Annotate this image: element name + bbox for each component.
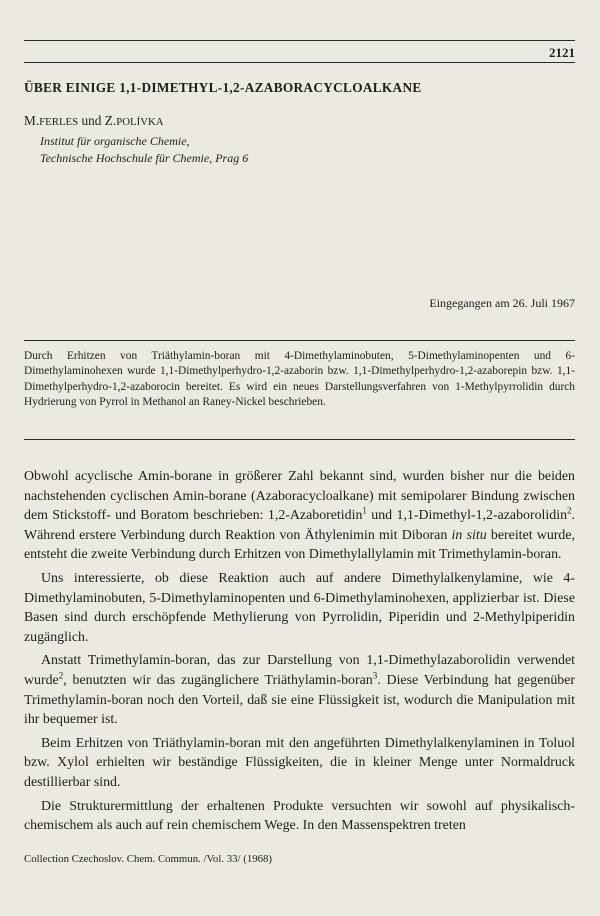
- in-situ-italic: in situ: [451, 527, 487, 543]
- paragraph-5: Die Strukturermittlung der erhaltenen Produkte versuchten wir sowohl auf physikalisch-chemischem als auch auf rein chemischem Wege. In den Massenspektren treten: [24, 798, 575, 834]
- author-conjunction: und: [78, 113, 105, 128]
- article-title: ÜBER EINIGE 1,1-DIMETHYL-1,2-AZABORACYCLOALKANE: [24, 80, 422, 95]
- affiliation-line-1: Institut für organische Chemie,: [40, 134, 190, 148]
- author1-initial: M.: [24, 113, 40, 128]
- abstract-top-rule: [24, 340, 575, 341]
- author2-initial: Z.: [104, 113, 117, 128]
- paragraph-2: Uns interessierte, ob diese Reaktion auch auf andere Dimethylalkenylamine, wie 4-Dimethylaminobuten, 5-Dimethylaminopenten und 6-Dimethylaminohexen, applizierbar ist. Diese Basen sind durch erschöpfende Methylierung von Pyrrolidin, Piperidin und 2-Methylpiperidin zugänglich.: [24, 570, 575, 645]
- top-rule: [24, 40, 575, 41]
- citation-ref: 1: [362, 505, 367, 516]
- citation-ref: 3: [372, 670, 378, 681]
- journal-citation: Collection Czechoslov. Chem. Commun. /Vol. 33/ (1968): [24, 853, 273, 865]
- author1-surname: FERLES: [39, 116, 79, 128]
- affiliation-line-2: Technische Hochschule für Chemie, Prag 6: [40, 151, 249, 165]
- citation-ref: 2: [567, 505, 572, 516]
- received-date: Eingegangen am 26. Juli 1967: [429, 296, 575, 310]
- paragraph-3: Anstatt Trimethylamin-boran, das zur Darstellung von 1,1-Dimethylazaborolidin verwendet wurde$^2$, benutzten wir das zugänglichere Triäthylamin-boran$^3$. Diese Verbindung hat gegenüber Trimethylamin-boran noch den Vorteil, daß sie eine Flüssigkeit ist, wodurch die Manipulation mit ihr bequemer ist.: [24, 653, 576, 728]
- paragraph-4: Beim Erhitzen von Triäthylamin-boran mit den angeführten Dimethylalkenylaminen in Toluol bzw. Xylol erhielten wir beständige Flüssigkeiten, die in kleiner Menge unter Normaldruck destillierbar sind.: [24, 735, 575, 790]
- page-number: 2121: [549, 45, 575, 60]
- citation-ref: 2: [58, 670, 64, 681]
- author2-surname: POLÍVKA: [116, 116, 164, 128]
- author-line: [24, 113, 164, 129]
- abstract: Durch Erhitzen von Triäthylamin-boran mit 4-Dimethylaminobuten, 5-Dimethylaminopenten und 6-Dimethylaminohexen wurde 1,1-Dimethylperhydro-1,2-azaborin bzw. 1,1-Dimethylperhydro-1,2-azaborepin bzw. 1,1-Dimethylperhydro-1,2-azaborocin bereitet. Es wird ein neues Darstellungsverfahren von 1-Methylpyrrolidin durch Hydrierung von Pyrrol in Methanol an Raney-Nickel beschrieben.: [24, 350, 575, 409]
- abstract-bottom-rule: [24, 439, 575, 440]
- paragraph-1: Obwohl acyclische Amin-borane in größerer Zahl bekannt sind, wurden bisher nur die beiden nachstehenden cyclischen Amin-borane (Azaboracycloalkane) mit semipolarer Bindung zwischen dem Stickstoff- und Boratom beschrieben: 1,2-Azaboretidin$^1$ und 1,1-Dimethyl-1,2-azaborolidin$^2$. Während erstere Verbindung durch Reaktion von Äthylenimin mit Diboran in situ bereitet wurde, entsteht die zweite Verbindung durch Erhitzen von Dimethylallylamin mit Trimethylamin-boran.: [24, 469, 576, 563]
- body-text: [24, 467, 575, 840]
- header-rule: [24, 62, 575, 63]
